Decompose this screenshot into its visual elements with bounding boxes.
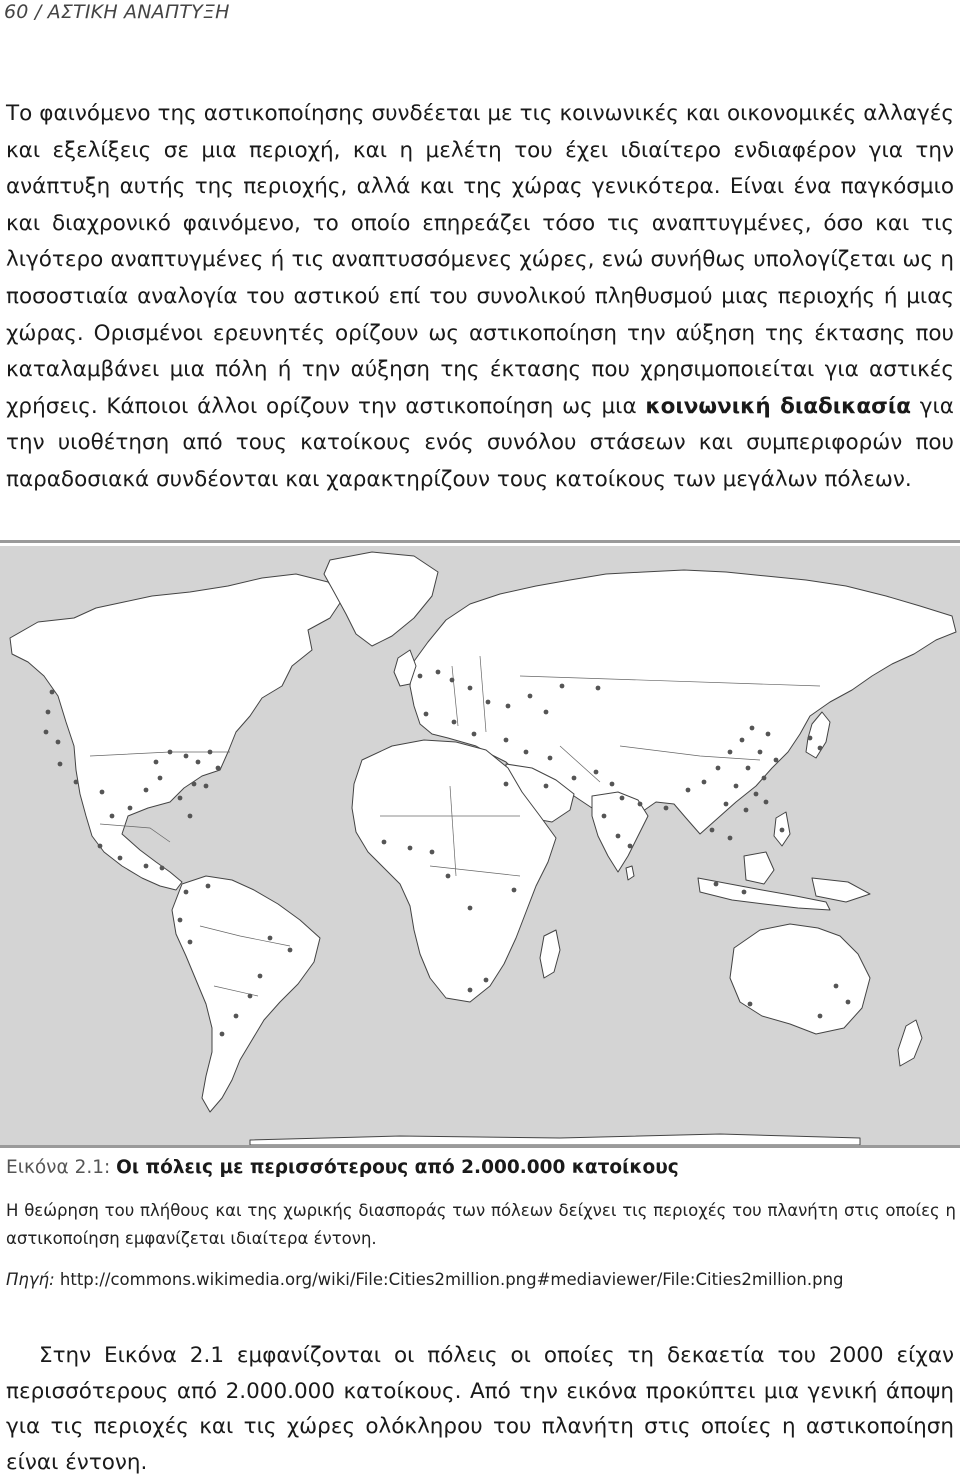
australia-landmass	[730, 924, 870, 1034]
bold-term: κοινωνική διαδικασία	[645, 393, 912, 419]
city-dot	[504, 782, 509, 787]
city-dot	[742, 890, 747, 895]
city-dot	[154, 760, 159, 765]
city-dot	[616, 834, 621, 839]
city-dot	[160, 866, 165, 871]
city-dot	[472, 732, 477, 737]
city-dot	[248, 994, 253, 999]
figure-title: Οι πόλεις με περισσότερους από 2.000.000 κατοίκους	[116, 1157, 679, 1178]
north-america-landmass	[10, 574, 342, 890]
city-dot	[268, 936, 273, 941]
city-dot	[408, 846, 413, 851]
city-dot	[234, 1014, 239, 1019]
sri-lanka	[626, 866, 634, 880]
city-dot	[740, 738, 745, 743]
city-dot	[664, 806, 669, 811]
body-paragraph-1	[6, 96, 954, 499]
city-dot	[450, 678, 455, 683]
city-dot	[702, 780, 707, 785]
city-dot	[728, 836, 733, 841]
city-dot	[506, 704, 511, 709]
city-dot	[748, 1002, 753, 1007]
city-dot	[758, 750, 763, 755]
new-zealand	[898, 1020, 922, 1066]
new-guinea	[812, 878, 870, 902]
city-dot	[118, 856, 123, 861]
figure-caption-title	[6, 1157, 679, 1178]
japan	[806, 712, 830, 758]
city-dot	[602, 814, 607, 819]
city-dot	[468, 988, 473, 993]
city-dot	[524, 750, 529, 755]
city-dot	[486, 700, 491, 705]
source-label: Πηγή:	[6, 1270, 55, 1289]
city-dot	[780, 828, 785, 833]
city-dot	[144, 864, 149, 869]
world-map-figure	[0, 546, 960, 1145]
city-dot	[716, 766, 721, 771]
city-dot	[220, 1032, 225, 1037]
city-dot	[818, 1014, 823, 1019]
source-url[interactable]: http://commons.wikimedia.org/wiki/File:Cities2million.png#mediaviewer/File:Cities2million.png	[59, 1270, 844, 1289]
greenland-landmass	[324, 552, 438, 646]
south-america-landmass	[172, 876, 320, 1112]
figure-source	[6, 1270, 844, 1289]
city-dot	[74, 780, 79, 785]
city-dot	[548, 756, 553, 761]
city-dot	[818, 746, 823, 751]
city-dot	[208, 750, 213, 755]
city-dot	[724, 802, 729, 807]
city-dot	[184, 890, 189, 895]
borneo	[744, 852, 774, 884]
city-dot	[50, 690, 55, 695]
city-dot	[774, 758, 779, 763]
city-dot	[628, 844, 633, 849]
city-dot	[544, 710, 549, 715]
city-dot	[544, 784, 549, 789]
city-dot	[734, 784, 739, 789]
body-paragraph-2: Στην Εικόνα 2.1 εμφανίζονται οι πόλεις οι οποίες τη δεκαετία του 2000 είχαν περισσότερους από 2.000.000 κατοίκους. Από την εικόνα προκύπτει μια γενική άποψη για τις περιοχές και τις χώρες ολόκληρου του πλανήτη στις οποίες η αστικοποίηση είναι έντονη.	[6, 1343, 954, 1475]
figure-description: Η θεώρηση του πλήθους και της χωρικής διασποράς των πόλεων δείχνει τις περιοχές του πλανήτη στις οποίες η αστικοποίηση εμφανίζεται ιδιαίτερα έντονη.	[6, 1201, 956, 1248]
figure-label: Εικόνα 2.1:	[6, 1157, 111, 1178]
continents	[10, 552, 956, 1145]
city-dot	[846, 1000, 851, 1005]
city-dot	[620, 796, 625, 801]
city-dot	[128, 806, 133, 811]
city-dot	[834, 984, 839, 989]
city-dot	[424, 712, 429, 717]
city-dot	[638, 802, 643, 807]
city-dot	[504, 738, 509, 743]
city-dot	[744, 808, 749, 813]
city-dot	[746, 766, 751, 771]
madagascar	[540, 930, 560, 978]
city-dot	[56, 740, 61, 745]
city-dot	[216, 766, 221, 771]
city-dot	[728, 750, 733, 755]
city-dot	[764, 800, 769, 805]
city-dot	[452, 720, 457, 725]
city-dot	[184, 754, 189, 759]
city-dot	[196, 760, 201, 765]
city-dot	[430, 850, 435, 855]
city-dot	[382, 840, 387, 845]
city-dot	[258, 974, 263, 979]
top-divider	[0, 540, 960, 543]
city-dot	[512, 888, 517, 893]
city-dot	[710, 828, 715, 833]
city-dot	[188, 814, 193, 819]
paragraph-text-after-bold: για την υιοθέτηση από τους κατοίκους ενός συνόλου στάσεων και συμπεριφορών που παραδοσιακά συνδέονται και χαρακτηρίζουν τους κατοίκους των μεγάλων πόλεων.	[6, 393, 954, 492]
city-dot	[206, 884, 211, 889]
city-dot	[288, 948, 293, 953]
city-dot	[44, 730, 49, 735]
city-dot	[110, 814, 115, 819]
city-dot	[158, 776, 163, 781]
city-dot	[808, 736, 813, 741]
city-dot	[436, 670, 441, 675]
city-dot	[446, 874, 451, 879]
city-dot	[418, 674, 423, 679]
city-dot	[686, 788, 691, 793]
city-dot	[594, 770, 599, 775]
city-dot	[610, 782, 615, 787]
city-dot	[58, 762, 63, 767]
bottom-divider	[0, 1145, 960, 1148]
city-dot	[144, 788, 149, 793]
city-dot	[596, 686, 601, 691]
city-dot	[754, 792, 759, 797]
city-dot	[100, 790, 105, 795]
city-dot	[192, 782, 197, 787]
city-dot	[46, 710, 51, 715]
city-dot	[766, 732, 771, 737]
city-dot	[468, 686, 473, 691]
world-map-svg	[0, 546, 960, 1145]
city-dot	[188, 940, 193, 945]
city-dot	[178, 918, 183, 923]
city-dot	[572, 776, 577, 781]
city-dot	[484, 978, 489, 983]
city-dot	[204, 784, 209, 789]
city-dot	[468, 906, 473, 911]
running-head: 60 / ΑΣΤΙΚΗ ΑΝΑΠΤΥΞΗ	[4, 1, 230, 23]
paragraph-text-before-bold: Το φαινόμενο της αστικοποίησης συνδέεται με τις κοινωνικές και οικονομικές αλλαγές και εξελίξεις σε μια περιοχή, και η μελέτη του έχει ιδιαίτερο ενδιαφέρον για την ανάπτυξη αυτής της περιοχής, αλλά και της χώρας γενικότερα. Είναι ένα παγκόσμιο και διαχρονικό φαινόμενο, το οποίο επηρεάζει τόσο τις αναπτυγμένες, όσο και τις λιγότερο αναπτυγμένες ή τις αναπτυσσόμενες χώρες, ενώ συνήθως υπολογίζεται ως η ποσοστιαία αναλογία του αστικού επί του συνολικού πληθυσμού μιας περιοχής ή μιας χώρας. Ορισμένοι ερευνητές ορίζουν ως αστικοποίηση την αύξηση της έκτασης που καταλαμβάνει μια πόλη ή την αύξηση της έκτασης που χρησιμοποιείται για αστικές χρήσεις. Κάποιοι άλλοι ορίζουν την αστικοποίηση ως μια	[6, 101, 954, 419]
city-dot	[178, 796, 183, 801]
city-dot	[98, 844, 103, 849]
city-dot	[168, 750, 173, 755]
city-dot	[714, 882, 719, 887]
city-dot	[762, 776, 767, 781]
antarctica-hint	[250, 1134, 860, 1145]
city-dot	[560, 684, 565, 689]
city-dot	[528, 694, 533, 699]
city-dot	[750, 726, 755, 731]
